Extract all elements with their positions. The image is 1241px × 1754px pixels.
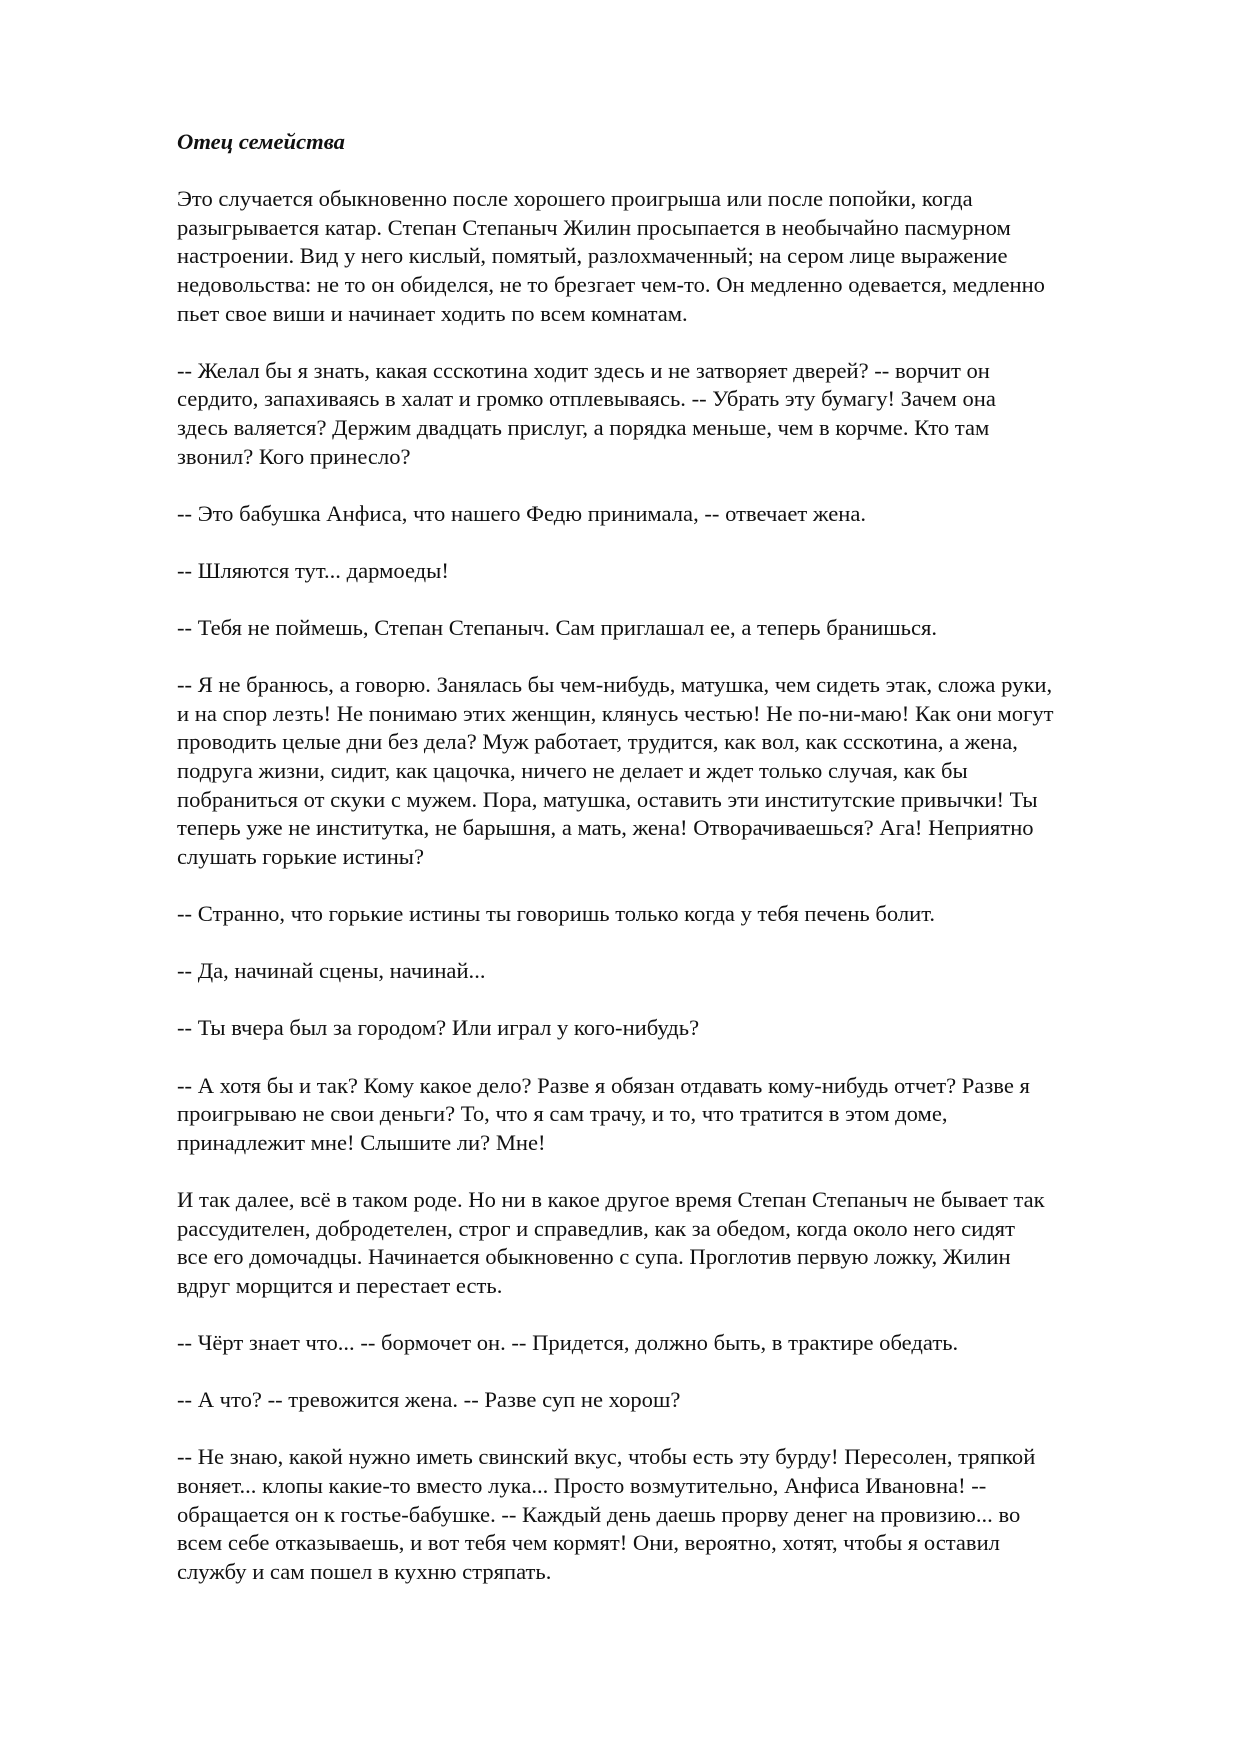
paragraph xyxy=(177,1014,1157,1043)
text-line: рассудителен, добродетелен, строг и справедлив, как за обедом, когда около него сидят xyxy=(177,1215,1015,1241)
paragraph xyxy=(177,185,1157,328)
paragraph xyxy=(177,957,1157,986)
text-line: -- Я не бранюсь, а говорю. Занялась бы чем-нибудь, матушка, чем сидеть этак, сложа руки, xyxy=(177,672,1053,698)
text-line: всем себе отказываешь, и вот тебя чем кормят! Они, вероятно, хотят, чтобы я оставил xyxy=(177,1530,1000,1556)
paragraph xyxy=(177,900,1157,929)
text-line: и на спор лезть! Не понимаю этих женщин, клянусь честью! Не по-ни-маю! Как они могут xyxy=(177,700,1054,726)
text-line: настроении. Вид у него кислый, помятый, разлохмаченный; на сером лице выражение xyxy=(177,243,1008,269)
text-line: слушать горькие истины? xyxy=(177,843,424,869)
document-title: Отец семейства xyxy=(177,129,345,154)
text-line: -- А что? -- тревожится жена. -- Разве суп не хорош? xyxy=(177,1387,681,1413)
text-line: проводить целые дни без дела? Муж работает, трудится, как вол, как ссскотина, а жена, xyxy=(177,729,1018,755)
text-line: обращается он к гостье-бабушке. -- Каждый день даешь прорву денег на провизию... во xyxy=(177,1501,1021,1527)
text-line: подруга жизни, сидит, как цацочка, ничего не делает и ждет только случая, как бы xyxy=(177,758,968,784)
text-line: службу и сам пошел в кухню стряпать. xyxy=(177,1558,552,1584)
paragraph xyxy=(177,500,1157,529)
paragraph xyxy=(177,357,1157,471)
paragraph xyxy=(177,1329,1157,1358)
text-line: вдруг морщится и перестает есть. xyxy=(177,1272,503,1298)
text-line: -- А хотя бы и так? Кому какое дело? Разве я обязан отдавать кому-нибудь отчет? Разве я xyxy=(177,1072,1030,1098)
text-line: -- Странно, что горькие истины ты говоришь только когда у тебя печень болит. xyxy=(177,901,936,927)
text-line: пьет свое виши и начинает ходить по всем комнатам. xyxy=(177,300,688,326)
paragraph xyxy=(177,1386,1157,1415)
text-line: побраниться от скуки с мужем. Пора, матушка, оставить эти институтские привычки! Ты xyxy=(177,786,1038,812)
text-line: -- Да, начинай сцены, начинай... xyxy=(177,958,486,984)
text-line: -- Шляются тут... дармоеды! xyxy=(177,557,449,583)
text-line: звонил? Кого принесло? xyxy=(177,443,411,469)
paragraph xyxy=(177,671,1157,871)
text-line: И так далее, всё в таком роде. Но ни в какое другое время Степан Степаныч не бывает так xyxy=(177,1186,1045,1212)
text-line: теперь уже не институтка, не барышня, а мать, жена! Отворачиваешься? Ага! Неприятно xyxy=(177,815,1034,841)
text-line: проигрываю не свои деньги? То, что я сам трачу, и то, что тратится в этом доме, xyxy=(177,1101,948,1127)
text-line: все его домочадцы. Начинается обыкновенно с супа. Проглотив первую ложку, Жилин xyxy=(177,1244,1011,1270)
text-line: -- Тебя не поймешь, Степан Степаныч. Сам приглашал ее, а теперь бранишься. xyxy=(177,615,938,641)
text-line: воняет... клопы какие-то вместо лука... Просто возмутительно, Анфиса Ивановна! -- xyxy=(177,1472,987,1498)
paragraph xyxy=(177,557,1157,586)
document-page xyxy=(177,128,1157,1615)
text-line: здесь валяется? Держим двадцать прислуг, а порядка меньше, чем в корчме. Кто там xyxy=(177,414,990,440)
text-line: разыгрывается катар. Степан Степаныч Жилин просыпается в необычайно пасмурном xyxy=(177,214,1011,240)
text-line: -- Это бабушка Анфиса, что нашего Федю принимала, -- отвечает жена. xyxy=(177,500,866,526)
text-line: недовольства: не то он обиделся, не то брезгает чем-то. Он медленно одевается, медленно xyxy=(177,271,1045,297)
paragraph xyxy=(177,1443,1157,1586)
text-line: -- Не знаю, какой нужно иметь свинский вкус, чтобы есть эту бурду! Пересолен, тряпкой xyxy=(177,1444,1036,1470)
text-line: -- Желал бы я знать, какая ссскотина ходит здесь и не затворяет дверей? -- ворчит он xyxy=(177,357,990,383)
paragraph xyxy=(177,614,1157,643)
text-line: Это случается обыкновенно после хорошего проигрыша или после попойки, когда xyxy=(177,186,973,212)
text-line: сердито, запахиваясь в халат и громко отплевываясь. -- Убрать эту бумагу! Зачем она xyxy=(177,386,996,412)
paragraph xyxy=(177,1186,1157,1300)
text-line: -- Чёрт знает что... -- бормочет он. -- Придется, должно быть, в трактире обедать. xyxy=(177,1329,959,1355)
text-line: -- Ты вчера был за городом? Или играл у кого-нибудь? xyxy=(177,1015,700,1041)
document-body xyxy=(177,185,1157,1586)
text-line: принадлежит мне! Слышите ли? Мне! xyxy=(177,1129,546,1155)
paragraph xyxy=(177,1072,1157,1158)
